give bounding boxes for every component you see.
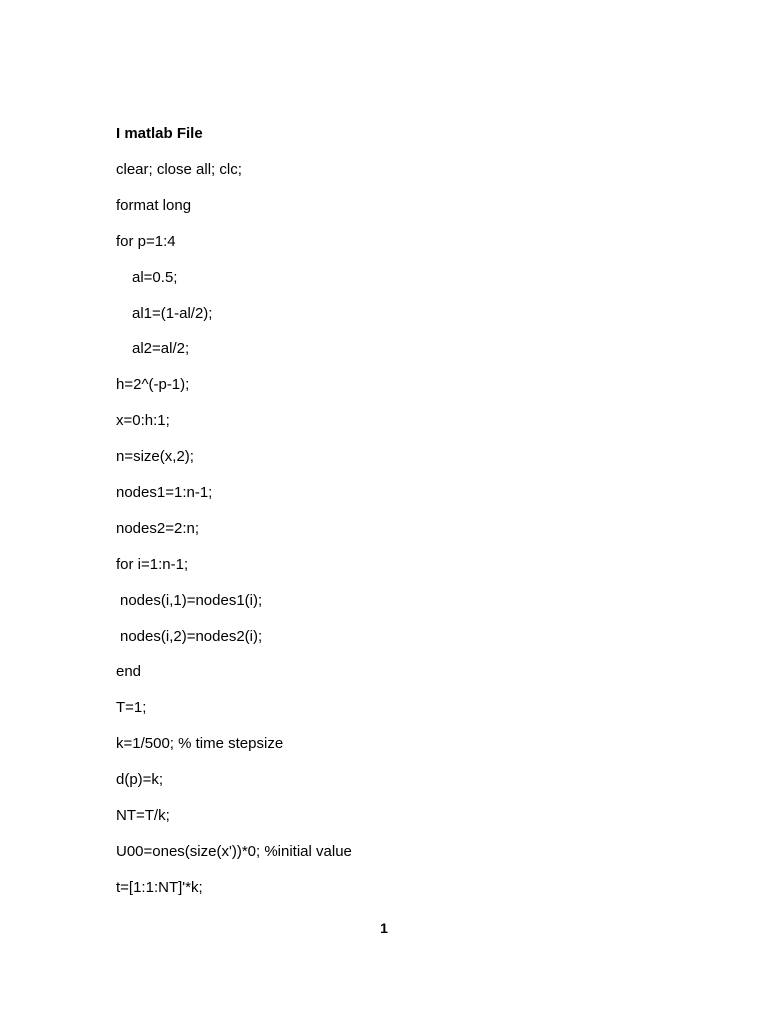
code-listing	[116, 160, 352, 914]
code-line: al2=al/2;	[132, 340, 190, 358]
code-line: d(p)=k;	[116, 771, 164, 789]
code-line: nodes(i,1)=nodes1(i);	[120, 591, 263, 609]
code-line: clear; close all; clc;	[116, 161, 242, 178]
page-number: 1	[380, 920, 388, 936]
code-line: h=2^(-p-1);	[116, 376, 190, 394]
code-line: end	[116, 663, 142, 681]
code-line: nodes2=2:n;	[116, 519, 199, 537]
code-line: format long	[116, 196, 192, 214]
code-line: for i=1:n-1;	[116, 555, 189, 573]
code-line: T=1;	[116, 699, 147, 717]
code-line: al1=(1-al/2);	[132, 304, 213, 322]
code-line: U00=ones(size(x'))*0; %initial value	[116, 842, 352, 860]
code-line: nodes1=1:n-1;	[116, 484, 213, 502]
code-line: k=1/500; % time stepsize	[116, 735, 284, 753]
code-line: al=0.5;	[132, 268, 178, 286]
code-line: x=0:h:1;	[116, 412, 170, 430]
code-line: n=size(x,2);	[116, 448, 194, 466]
code-line: NT=T/k;	[116, 807, 170, 825]
code-line: for p=1:4	[116, 232, 176, 250]
code-line: t=[1:1:NT]'*k;	[116, 878, 203, 896]
code-line: nodes(i,2)=nodes2(i);	[120, 627, 263, 645]
document-heading: I matlab File	[116, 125, 203, 142]
